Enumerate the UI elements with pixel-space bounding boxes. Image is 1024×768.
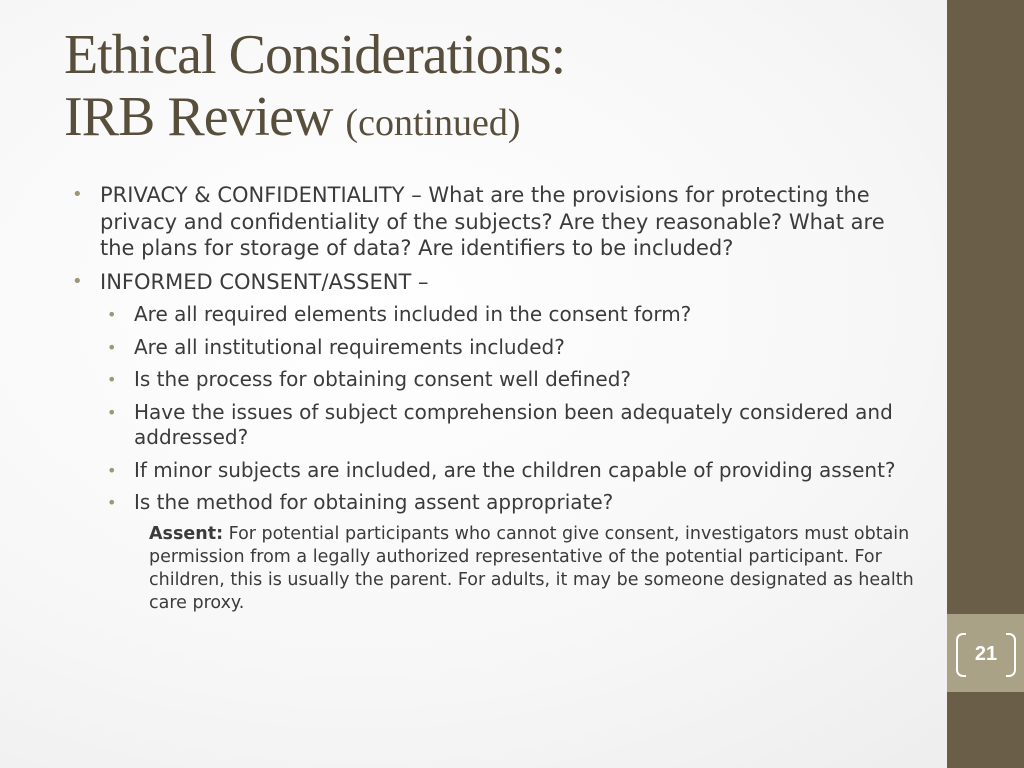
sub-bullet-text: Are all institutional requirements included? (134, 334, 565, 359)
sub-bullet-assent-method (107, 490, 922, 516)
bullet-text: PRIVACY & CONFIDENTIALITY – What are the provisions for protecting the privacy and confidentiality of the subjects? Are they reasonable? What are the plans for storage of data? Are identifiers to be included? (100, 183, 885, 260)
sub-bullet-text: Have the issues of subject comprehension been adequately considered and addressed? (134, 399, 893, 449)
sub-bullet-dot-icon: • (107, 460, 117, 480)
sub-bullet-comprehension (107, 400, 922, 451)
title-suffix: (continued) (345, 102, 521, 144)
bullet-informed-consent (72, 269, 922, 296)
sub-bullet-dot-icon: • (107, 402, 117, 422)
sub-bullet-dot-icon: • (107, 305, 117, 324)
sub-bullet-text: Are all required elements included in the consent form? (134, 302, 692, 326)
sub-bullet-institutional (107, 335, 922, 361)
sub-bullet-minors (107, 458, 922, 484)
sub-bullet-dot-icon: • (107, 493, 117, 512)
sub-bullet-text: Is the method for obtaining assent appropriate? (134, 490, 614, 514)
bullet-dot-icon: • (72, 270, 83, 292)
page-number: 21 (974, 643, 998, 665)
assent-note (149, 523, 922, 615)
page-number-frame (956, 633, 1016, 675)
title-main: IRB Review (64, 86, 333, 148)
sub-bullet-dot-icon: • (107, 370, 117, 389)
slide-content (72, 182, 922, 615)
assent-note-label: Assent: (149, 523, 224, 544)
title-line-2 (64, 86, 934, 154)
bullet-text: INFORMED CONSENT/ASSENT – (100, 269, 429, 294)
slide-title (64, 24, 934, 154)
bullet-privacy (72, 182, 922, 262)
sub-bullet-required-elements (107, 302, 922, 328)
sub-bullet-text: If minor subjects are included, are the children capable of providing assent? (134, 457, 896, 482)
title-line-1: Ethical Considerations: (64, 24, 566, 86)
sub-bullet-process (107, 367, 922, 393)
bullet-dot-icon: • (72, 184, 83, 205)
sub-bullet-text: Is the process for obtaining consent well defined? (134, 367, 632, 391)
assent-note-text: For potential participants who cannot give consent, investigators must obtain permission from a legally authorized representative of the potential participant. For children, this is usually the parent. For adults, it may be someone designated as health care proxy. (149, 523, 914, 613)
sub-bullet-dot-icon: • (107, 337, 117, 357)
